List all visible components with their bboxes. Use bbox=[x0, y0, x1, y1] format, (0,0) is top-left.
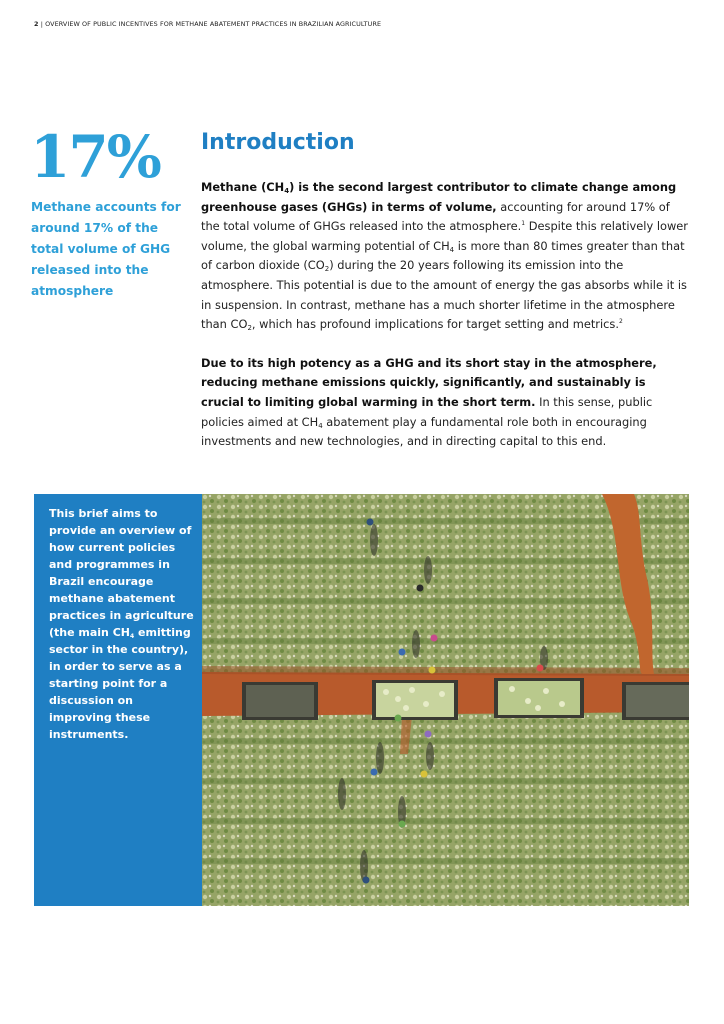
running-title: OVERVIEW OF PUBLIC INCENTIVES FOR METHANE ABATEMENT PRACTICES IN BRAZILIAN AGRICULTURE bbox=[45, 20, 382, 28]
intro-paragraph-2: Due to its high potency as a GHG and its short stay in the atmosphere, reducing methane emissions quickly, significantly, and sustainably is crucial to limiting global warming in the short term. In this sense, public policies aimed at $CH_4$ abatement play a fundamental role both in encouraging investments and new technologies, and in directing capital to this end. bbox=[201, 355, 657, 449]
lead-bold-2: Due to its high potency as a GHG and its short stay in the atmosphere, reducing methane emissions quickly, significantly, and sustainably is crucial to limiting global warming in the short term. bbox=[201, 355, 657, 409]
stat-caption: Methane accounts for around 17% of the total volume of GHG released into the atmosphere bbox=[31, 200, 181, 298]
header-separator: | bbox=[40, 20, 46, 28]
stat-number: 17% bbox=[30, 123, 160, 191]
footnote-ref-2: 2 bbox=[618, 318, 623, 326]
footnote-ref-1: 1 bbox=[521, 220, 526, 228]
running-header bbox=[34, 20, 381, 28]
brief-summary-panel bbox=[34, 494, 202, 906]
brief-summary-text: This brief aims to provide an overview of how current policies and programmes in Brazil encourage methane abatement practices in agriculture (the main $CH_4$ emitting sector in the country), in order to serve as a starting point for a discussion on improving these instruments. bbox=[49, 507, 194, 741]
lead-bold: Methane $(CH_4)$ is the second largest contributor to climate change among greenhouse gases (GHGs) in terms of volume, bbox=[201, 180, 677, 214]
section-title: Introduction bbox=[201, 130, 355, 155]
intro-paragraph-1: Methane $(CH_4)$ is the second largest contributor to climate change among greenhouse gases (GHGs) in terms of volume, accounting for around 17% of the total volume of GHGs released into the atmosphere.$^1$ Despite this relatively lower volume, the global warming potential of $CH_4$ is more than 80 times greater than that of carbon dioxide $(CO_2)$ during the 20 years following its emission into the atmosphere. This potential is due to the amount of energy the gas absorbs while it is in suspension. In contrast, methane has a much shorter lifetime in the atmosphere than $CO_2$, which has profound implications for target setting and metrics.$^2$ bbox=[201, 180, 688, 333]
field-illustration bbox=[202, 494, 689, 906]
aerial-farm-photo bbox=[202, 494, 689, 906]
page-number: 2 bbox=[34, 20, 39, 28]
intro-body bbox=[201, 178, 691, 471]
